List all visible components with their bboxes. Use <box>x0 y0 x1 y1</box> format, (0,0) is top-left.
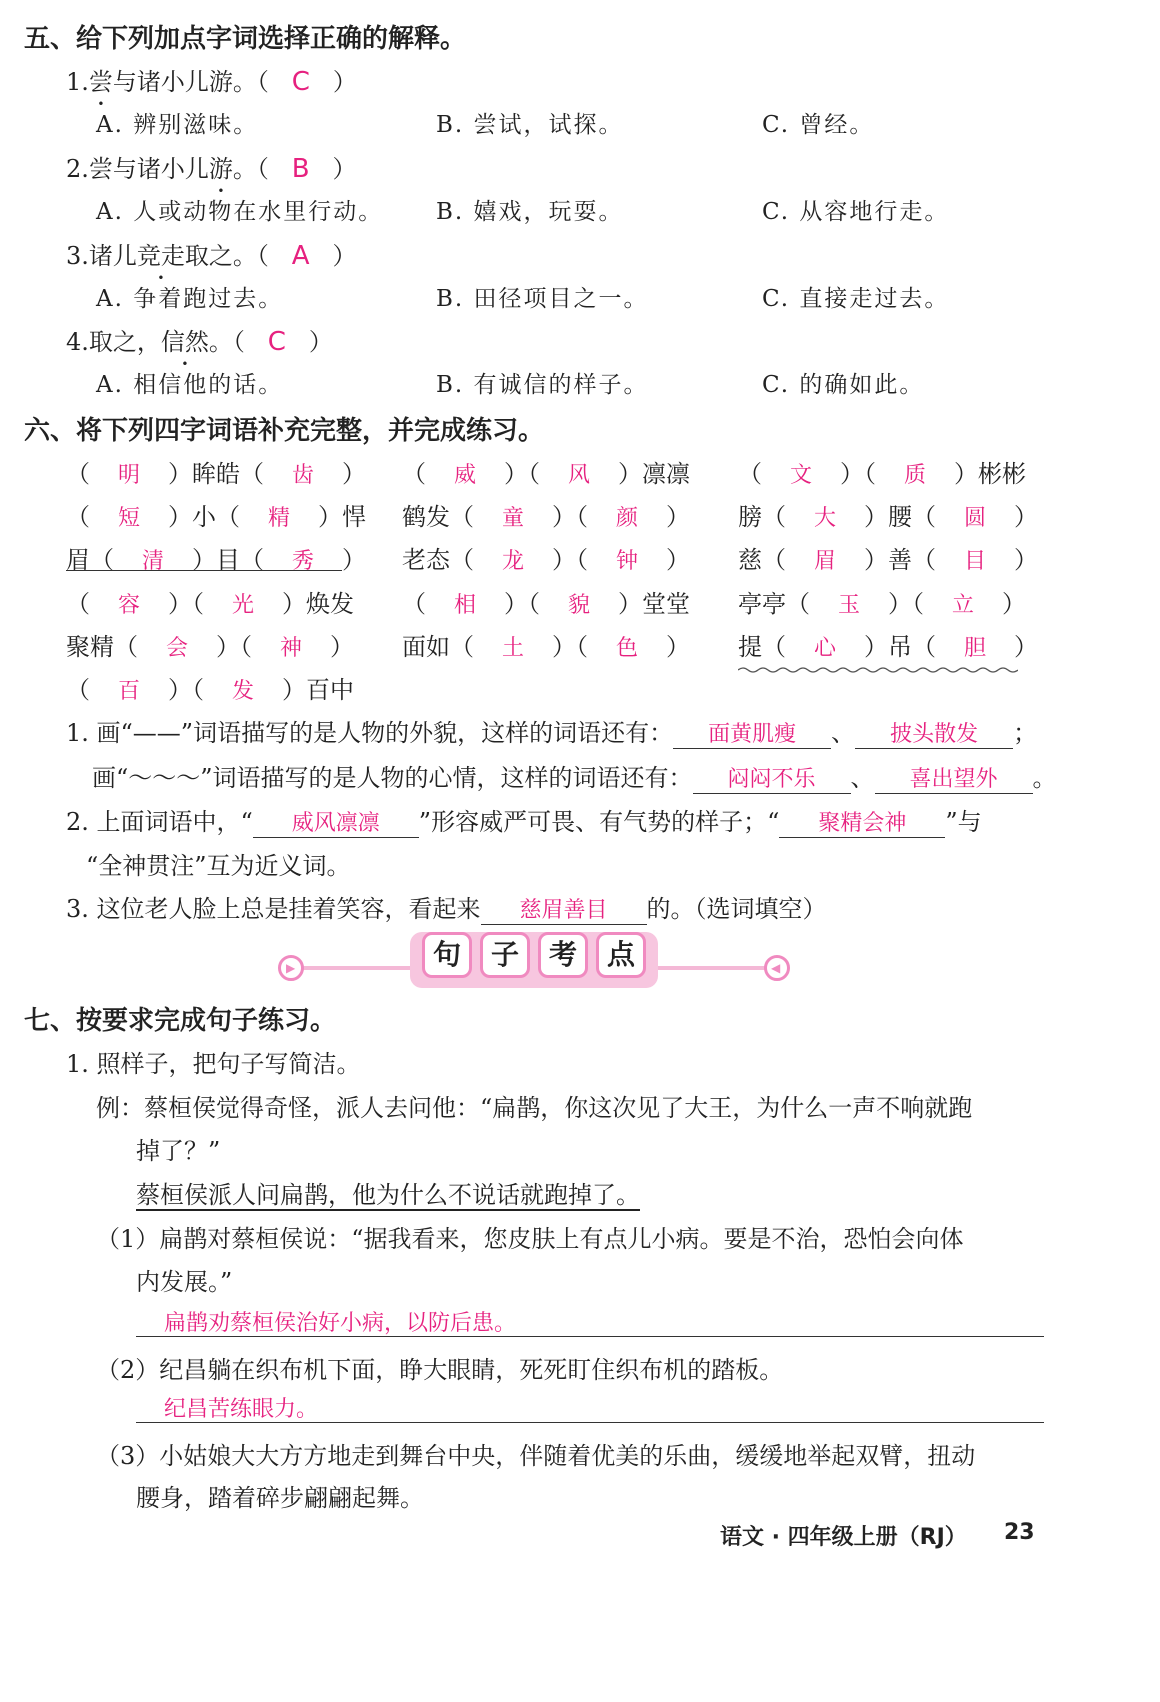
s5-q2-option-c: C. 从容地行走。 <box>762 199 950 225</box>
s6-q1a-answer1[interactable]: 面黄肌瘦 <box>673 717 831 749</box>
s5-q4-answer[interactable]: C <box>267 327 286 357</box>
s5-q2-answer[interactable]: B <box>291 154 310 184</box>
idiom-answer[interactable]: 心 <box>814 636 837 661</box>
idiom-answer[interactable]: 龙 <box>502 549 525 574</box>
idiom-text: ）（ <box>552 633 589 661</box>
banner-left-arrow-icon: ▶ <box>278 955 304 981</box>
idiom-text: （ <box>738 460 762 488</box>
idiom-r2-c1 <box>66 497 366 532</box>
s6-q1b-answer2[interactable]: 喜出望外 <box>875 762 1033 794</box>
s5-q3-answer[interactable]: A <box>291 241 310 271</box>
idiom-text: 聚精（ <box>66 633 138 661</box>
idiom-text: （ <box>402 590 426 618</box>
idiom-answer[interactable]: 立 <box>952 593 975 618</box>
s5-q1-option-c: C. 曾经。 <box>762 112 875 138</box>
s6-q2: 2. 上面词语中，“ 威风凛凛 ”形容威严可畏、有气势的样子；“ 聚精会神 ”与 <box>66 808 982 836</box>
idiom-answer[interactable]: 钟 <box>616 549 639 574</box>
idiom-text: 面如（ <box>402 633 474 661</box>
idiom-answer[interactable]: 胆 <box>964 636 987 661</box>
s7-example-line1: 例：蔡桓侯觉得奇怪，派人去问他：“扁鹊，你这次见了大王，为什么一声不响就跑 <box>96 1094 973 1122</box>
footer-subject: 语文 · 四年级上册（RJ） <box>720 1525 967 1550</box>
s5-q3: 3.诸儿竞走取之。（ A ） <box>66 241 357 271</box>
s5-q3-option-b: B. 田径项目之一。 <box>436 286 649 312</box>
idiom-answer[interactable]: 圆 <box>964 506 987 531</box>
s7-p3-line2: 腰身，踏着碎步翩翩起舞。 <box>136 1484 424 1512</box>
idiom-text: ） <box>1002 590 1027 618</box>
idiom-text: ） <box>342 546 367 574</box>
idiom-answer[interactable]: 精 <box>268 506 291 531</box>
idiom-text: ） <box>666 503 691 531</box>
appearance-underline <box>66 570 342 571</box>
idiom-r3-c2 <box>402 540 690 575</box>
idiom-text: ） <box>666 546 691 574</box>
idiom-text: ） <box>1014 546 1039 574</box>
idiom-answer[interactable]: 土 <box>502 636 525 661</box>
idiom-text: ）（ <box>504 460 541 488</box>
idiom-text: ）（ <box>552 503 589 531</box>
s7-q1: 1. 照样子，把句子写简洁。 <box>66 1050 361 1078</box>
banner-char-4: 点 <box>596 932 646 978</box>
idiom-text: ）腰（ <box>864 503 937 531</box>
idiom-text: ）悍 <box>318 503 367 531</box>
page-number: 23 <box>1004 1520 1035 1545</box>
idiom-text: ）（ <box>168 590 205 618</box>
idiom-text: ） <box>1014 633 1039 661</box>
idiom-text: （ <box>402 460 426 488</box>
idiom-answer[interactable]: 百 <box>118 679 141 704</box>
idiom-text: 提（ <box>738 633 786 661</box>
banner-char-3: 考 <box>538 932 588 978</box>
idiom-answer[interactable]: 齿 <box>292 463 315 488</box>
idiom-answer[interactable]: 颜 <box>616 506 639 531</box>
s7-p2-answer-line <box>136 1422 1044 1423</box>
idiom-text: 亭亭（ <box>738 590 810 618</box>
idiom-answer[interactable]: 容 <box>118 593 141 618</box>
s7-p1-line1: （1）扁鹊对蔡桓侯说：“据我看来，您皮肤上有点儿小病。要是不治，恐怕会向体 <box>96 1225 964 1253</box>
idiom-r1-c3 <box>738 454 1026 489</box>
idiom-text: ）眸皓（ <box>168 460 265 488</box>
idiom-answer[interactable]: 文 <box>790 463 813 488</box>
idiom-text: 老态（ <box>402 546 474 574</box>
idiom-answer[interactable]: 目 <box>964 549 987 574</box>
idiom-text: ）小（ <box>168 503 241 531</box>
idiom-text: ）（ <box>552 546 589 574</box>
idiom-r2-c2 <box>402 497 690 532</box>
idiom-answer[interactable]: 质 <box>904 463 927 488</box>
idiom-text: （ <box>66 503 90 531</box>
banner-char-1: 句 <box>422 932 472 978</box>
idiom-text: ）（ <box>216 633 253 661</box>
s5-q4-option-a: A. 相信他的话。 <box>96 372 284 398</box>
s6-q2-line2: “全神贯注”互为近义词。 <box>86 852 351 880</box>
s5-q2: 2.尝与诸小儿游。（ B ） <box>66 154 357 184</box>
idiom-r5-c2 <box>402 627 690 662</box>
s5-q1-option-a: A. 辨别滋味。 <box>96 112 259 138</box>
s6-q2-answer2[interactable]: 聚精会神 <box>779 806 945 838</box>
s5-q1-answer[interactable]: C <box>291 67 310 97</box>
idiom-text: ）吊（ <box>864 633 937 661</box>
idiom-text: ）（ <box>168 676 205 704</box>
idiom-text: ）（ <box>840 460 877 488</box>
idiom-text: （ <box>66 590 90 618</box>
idiom-text: ） <box>330 633 355 661</box>
idiom-text: ）（ <box>504 590 541 618</box>
idiom-r5-c1 <box>66 627 354 662</box>
idiom-answer[interactable]: 玉 <box>838 593 861 618</box>
s6-q1a-answer2[interactable]: 披头散发 <box>855 717 1013 749</box>
idiom-answer[interactable]: 风 <box>568 463 591 488</box>
idiom-text: ）（ <box>888 590 925 618</box>
idiom-text: 鹤发（ <box>402 503 474 531</box>
idiom-answer[interactable]: 秀 <box>292 549 315 574</box>
idiom-r3-c3 <box>738 540 1038 575</box>
s7-p1-answer-line <box>136 1336 1044 1337</box>
idiom-text: （ <box>66 460 90 488</box>
idiom-answer[interactable]: 神 <box>280 636 303 661</box>
s5-q4: 4.取之，信然。（ C ） <box>66 327 333 357</box>
idiom-text: ）焕发 <box>282 590 355 618</box>
idiom-answer[interactable]: 光 <box>232 593 255 618</box>
section6-title: 六、将下列四字词语补充完整，并完成练习。 <box>24 416 545 446</box>
idiom-text: ）凛凛 <box>618 460 691 488</box>
s5-q1: 1.尝与诸小儿游。（ C ） <box>66 67 357 97</box>
idiom-answer[interactable]: 大 <box>814 506 837 531</box>
s5-q3-option-c: C. 直接走过去。 <box>762 286 950 312</box>
idiom-answer[interactable]: 童 <box>502 506 525 531</box>
idiom-answer[interactable]: 相 <box>454 593 477 618</box>
section7-title: 七、按要求完成句子练习。 <box>24 1006 337 1036</box>
s7-p2: （2）纪昌躺在织布机下面，睁大眼睛，死死盯住织布机的踏板。 <box>96 1356 784 1384</box>
s7-p1-answer[interactable]: 扁鹊劝蔡桓侯治好小病，以防后患。 <box>164 1311 517 1336</box>
idiom-answer[interactable]: 明 <box>118 463 141 488</box>
idiom-answer[interactable]: 眉 <box>814 549 837 574</box>
idiom-answer[interactable]: 会 <box>166 636 189 661</box>
s5-q2-option-b: B. 嬉戏，玩耍。 <box>436 199 624 225</box>
s5-q3-option-a: A. 争着跑过去。 <box>96 286 284 312</box>
s5-q2-option-a: A. 人或动物在水里行动。 <box>96 199 384 225</box>
idiom-answer[interactable]: 发 <box>232 679 255 704</box>
s5-q1-option-b: B. 尝试，试探。 <box>436 112 624 138</box>
idiom-text: ）百中 <box>282 676 355 704</box>
idiom-r4-c2 <box>402 584 690 619</box>
s7-p3-line1: （3）小姑娘大大方方地走到舞台中央，伴随着优美的乐曲，缓缓地举起双臂，扭动 <box>96 1442 976 1470</box>
s7-example-answer: 蔡桓侯派人问扁鹊，他为什么不说话就跑掉了。 <box>136 1181 640 1209</box>
idiom-text: 慈（ <box>738 546 786 574</box>
idiom-r6-c1 <box>66 670 354 705</box>
section5-title: 五、给下列加点字词选择正确的解释。 <box>24 24 467 54</box>
s6-q3: 3. 这位老人脸上总是挂着笑容，看起来 慈眉善目 的。（选词填空） <box>66 895 827 923</box>
idiom-answer[interactable]: 威 <box>454 463 477 488</box>
idiom-text: ）彬彬 <box>954 460 1027 488</box>
s6-q3-answer[interactable]: 慈眉善目 <box>481 893 647 925</box>
idiom-answer[interactable]: 色 <box>616 636 639 661</box>
idiom-text: ）目（ <box>192 546 265 574</box>
idiom-answer[interactable]: 短 <box>118 506 141 531</box>
s6-q1b: 画“～～～”词语描写的是人物的心情，这样的词语还有： 闷闷不乐 、 喜出望外 。 <box>92 764 1057 792</box>
idiom-text: ）堂堂 <box>618 590 691 618</box>
s6-q2-answer1[interactable]: 威风凛凛 <box>253 806 419 838</box>
idiom-answer[interactable]: 貌 <box>568 593 591 618</box>
s7-p1-line2: 内发展。” <box>136 1268 233 1296</box>
mood-wavy-underline <box>738 652 1018 660</box>
idiom-text: ） <box>1014 503 1039 531</box>
s5-q4-option-c: C. 的确如此。 <box>762 372 925 398</box>
idiom-text: 眉（ <box>66 546 114 574</box>
s7-p2-answer[interactable]: 纪昌苦练眼力。 <box>164 1397 319 1422</box>
s5-q4-option-b: B. 有诚信的样子。 <box>436 372 649 398</box>
idiom-r2-c3 <box>738 497 1038 532</box>
idiom-text: ） <box>342 460 367 488</box>
s7-example-line2: 掉了？” <box>136 1137 221 1165</box>
banner-char-2: 子 <box>480 932 530 978</box>
idiom-answer[interactable]: 清 <box>142 549 165 574</box>
s6-q1b-answer1[interactable]: 闷闷不乐 <box>693 762 851 794</box>
idiom-text: ） <box>666 633 691 661</box>
idiom-text: （ <box>66 676 90 704</box>
idiom-r1-c1 <box>66 454 366 489</box>
idiom-r4-c1 <box>66 584 354 619</box>
idiom-r1-c2 <box>402 454 690 489</box>
idiom-text: ）善（ <box>864 546 937 574</box>
idiom-r4-c3 <box>738 584 1026 619</box>
s6-q1a: 1. 画“——”词语描写的是人物的外貌，这样的词语还有： 面黄肌瘦 、 披头散发 ； <box>66 719 1038 747</box>
banner-right-arrow-icon: ◀ <box>764 955 790 981</box>
idiom-text: 膀（ <box>738 503 786 531</box>
